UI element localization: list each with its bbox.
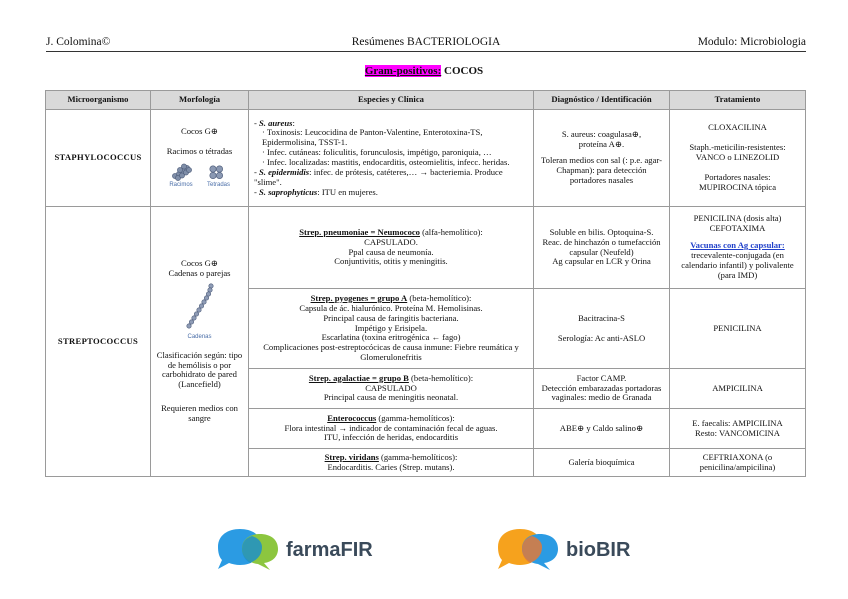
speech-bubbles-icon xyxy=(212,527,282,573)
species-line: Complicaciones post-estreptocócicas de causa inmune: Fiebre reumática y Glomerulonefritis xyxy=(263,342,519,363)
enterococcus-treatment xyxy=(670,409,806,449)
enterococcus-name: Enterococcus xyxy=(327,412,377,423)
species-viridans xyxy=(249,449,534,477)
diag-line: Bacitracina-S xyxy=(578,312,625,323)
module-label: Modulo: Microbiologia xyxy=(697,36,806,48)
s-aureus-cutaneous: · Infec. cutáneas: foliculitis, forunculosis, impétigo, paroniquia, … xyxy=(262,147,492,158)
strep-classification: Clasificación según: tipo de hemólisis o por carbohidrato de pared (Lancefield) xyxy=(156,349,243,390)
table-row xyxy=(46,207,806,289)
cluster-caption: Racimos xyxy=(169,182,193,189)
farmafir-wordmark: farmaFIR xyxy=(286,538,373,561)
species-line: Flora intestinal → indicador de contaminación fecal de aguas. xyxy=(284,422,498,433)
pyogenes-hemolysis: (beta-hemolítico): xyxy=(407,292,472,303)
pneumoniae-hemolysis: (alfa-hemolítico): xyxy=(419,226,483,237)
staph-morphology xyxy=(151,110,249,207)
species-line: Capsula de ác. hialurónico. Proteína M. Hemolisinas. xyxy=(299,302,483,313)
species-line: CAPSULADO. xyxy=(364,236,418,247)
staph-treatment xyxy=(670,110,806,207)
species-s-aureus: S. aureus xyxy=(259,117,293,128)
org-streptococcus: STREPTOCOCCUS xyxy=(46,207,151,477)
treat-line: Staph.-meticilin-resistentes: VANCO o LINEZOLID xyxy=(689,142,786,163)
diag-line: Soluble en bilis. Optoquina-S. xyxy=(549,226,654,237)
section-highlight: Gram-positivos: xyxy=(364,65,442,77)
species-line: Principal causa de faringitis bacteriana. xyxy=(323,312,459,323)
species-s-saprophyticus: S. saprophyticus xyxy=(259,186,318,197)
col-header-morphology: Morfología xyxy=(151,91,249,110)
col-header-microorganism: Microorganismo xyxy=(46,91,151,110)
author: J. Colomina© xyxy=(46,36,111,48)
pneumoniae-treatment xyxy=(670,207,806,289)
tetrad-caption: Tetradas xyxy=(206,182,230,189)
diag-line: Detección embarazadas portadoras vaginales: medio de Granada xyxy=(541,382,662,403)
treat-line: MUPIROCINA tópica xyxy=(698,181,777,192)
treat-line: PENICILINA (dosis alta) xyxy=(693,213,782,224)
species-line: CAPSULADO xyxy=(365,382,417,393)
diag-line: Factor CAMP. xyxy=(576,372,627,383)
chain-icon xyxy=(183,283,217,331)
treat-line: CLOXACILINA xyxy=(708,122,767,133)
s-aureus-localized: · Infec. localizadas: mastitis, endocarditis, osteomielitis, infecc. heridas. xyxy=(262,157,510,167)
s-saprophyticus-text: : ITU en mujeres. xyxy=(317,186,378,197)
chain-caption: Cadenas xyxy=(187,333,212,340)
summary-table xyxy=(45,90,806,477)
species-agalactiae xyxy=(249,369,534,409)
diag-line: Serología: Ac anti-ASLO xyxy=(557,332,646,343)
treat-line: Resto: VANCOMICINA xyxy=(695,427,780,438)
treat-line: Portadores nasales: xyxy=(704,171,771,182)
pyogenes-diagnosis xyxy=(534,289,670,369)
pyogenes-treatment: PENICILINA xyxy=(670,289,806,369)
viridans-hemolysis: (gamma-hemolíticos): xyxy=(378,451,458,462)
strep-morph-gram: Cocos G⊕ xyxy=(180,258,219,269)
staph-illustration xyxy=(155,162,244,189)
enterococcus-diagnosis: ABE⊕ y Caldo salino⊕ xyxy=(534,409,670,449)
species-pyogenes xyxy=(249,289,534,369)
diag-line: Reac. de hinchazón o tumefacción capsular (Neufeld) xyxy=(542,236,661,257)
agalactiae-treatment: AMPICILINA xyxy=(670,369,806,409)
species-line: Escarlatina (toxina eritrogénica ← fago) xyxy=(321,332,461,343)
agalactiae-diagnosis xyxy=(534,369,670,409)
diag-line: proteína A⊕. xyxy=(578,139,625,150)
tetrad-icon xyxy=(207,162,225,182)
col-header-diagnosis: Diagnóstico / Identificación xyxy=(534,91,670,110)
species-pneumoniae xyxy=(249,207,534,289)
dash: - xyxy=(254,186,260,197)
viridans-diagnosis: Galería bioquímica xyxy=(534,449,670,477)
org-staphylococcus: STAPHYLOCOCCUS xyxy=(46,110,151,207)
vaccine-label: Vacunas con Ag capsular: xyxy=(690,240,785,251)
s-aureus-toxinosis: · Toxinosis: Leucocidina de Panton-Valentine, Enterotoxina-TS, Epidermolisina, TSST-1. xyxy=(262,127,483,148)
diag-line: Ag capsular en LCR y Orina xyxy=(552,256,651,267)
strep-morphology xyxy=(151,207,249,477)
treat-line: E. faecalis: AMPICILINA xyxy=(692,417,783,428)
table-row xyxy=(46,110,806,207)
section-subtitle: COCOS xyxy=(441,65,484,77)
diag-line: Toleran medios con sal (: p.e. agar-Chapman): para detección portadores nasales xyxy=(541,155,662,185)
section-title xyxy=(0,65,848,77)
species-line: Impétigo y Erisipela. xyxy=(354,322,428,333)
biobir-wordmark: bioBIR xyxy=(566,538,631,561)
page-header xyxy=(46,36,806,52)
staph-morph-gram: Cocos G⊕ xyxy=(180,125,219,136)
viridans-treatment: CEFTRIAXONA (o penicilina/ampicilina) xyxy=(670,449,806,477)
strep-morph-arrangement: Cadenas o parejas xyxy=(168,267,231,278)
species-line: Principal causa de meningitis neonatal. xyxy=(323,392,459,403)
speech-bubbles-icon xyxy=(492,527,562,573)
farmafir-logo xyxy=(212,527,373,573)
agalactiae-hemolysis: (beta-hemolítico): xyxy=(408,372,474,383)
species-colon: : xyxy=(292,117,295,128)
treat-line: trecevalente-conjugada (en calendario infantil) y polivalente (para IMD) xyxy=(681,250,794,280)
chain-illustration xyxy=(180,283,220,341)
species-line: ITU, infección de heridas, endocarditis xyxy=(323,432,459,443)
species-line: Conjuntivitis, otitis y meningitis. xyxy=(334,256,448,267)
staph-species: - S. aureus: · Toxinosis: Leucocidina de Panton-Valentine, Enterotoxina-TS, Epidermolisina, TSST-1. · Infec. cutáneas: foliculitis, forunculosis, impétigo, paroniquia, … · Infec. localizadas: mastitis, endocarditis, osteomielitis, infecc. heridas. - S. epidermidis: infec. de prótesis, catéteres,… → bacteriemia. Produce "slime". - S. saprophyticus: ITU en mujeres. xyxy=(249,110,534,207)
table-header-row xyxy=(46,91,806,110)
treat-line: CEFOTAXIMA xyxy=(709,223,766,234)
dash: - xyxy=(254,166,260,177)
staph-diagnosis xyxy=(534,110,670,207)
species-line: Endocarditis. Caries (Strep. mutans). xyxy=(327,461,455,472)
species-enterococcus xyxy=(249,409,534,449)
cluster-icon xyxy=(169,162,193,182)
pneumoniae-name: Strep. pneumoniae = Neumococo xyxy=(299,226,420,237)
enterococcus-hemolysis: (gamma-hemolíticos): xyxy=(376,412,455,423)
diag-line: S. aureus: coagulasa⊕, xyxy=(561,129,642,140)
pneumoniae-diagnosis xyxy=(534,207,670,289)
species-s-epidermidis: S. epidermidis xyxy=(259,166,310,177)
strep-culture-media: Requieren medios con sangre xyxy=(161,403,238,423)
col-header-treatment: Tratamiento xyxy=(670,91,806,110)
staph-morph-arrangement: Racimos o tétradas xyxy=(166,145,233,156)
document-title: Resúmenes BACTERIOLOGIA xyxy=(351,36,501,48)
s-epidermidis-text: : infec. de prótesis, catéteres,… → bacteriemia. Produce "slime". xyxy=(254,166,503,187)
header-divider xyxy=(46,51,806,52)
viridans-name: Strep. viridans xyxy=(324,451,379,462)
pyogenes-name: Strep. pyogenes = grupo A xyxy=(310,292,408,303)
species-line: Ppal causa de neumonía. xyxy=(348,246,434,257)
col-header-species: Especies y Clínica xyxy=(249,91,534,110)
biobir-logo xyxy=(492,527,630,573)
agalactiae-name: Strep. agalactiae = grupo B xyxy=(308,372,409,383)
